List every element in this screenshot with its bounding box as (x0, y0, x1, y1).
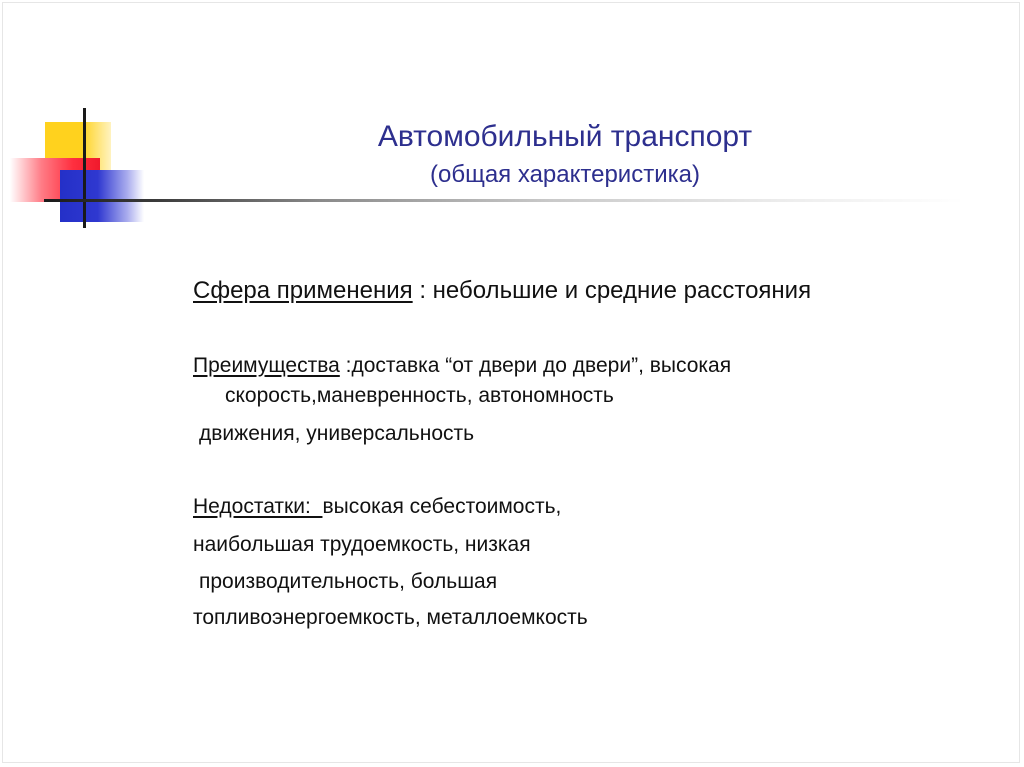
decor-vertical-line (83, 108, 86, 228)
decor-blue-square (60, 170, 144, 222)
disadvantages-line-2: наибольшая трудоемкость, низкая (193, 533, 531, 556)
advantages-label: Преимущества (193, 354, 340, 377)
sphere-text: : небольшие и средние расстояния (412, 277, 812, 304)
advantages-line-1 (193, 351, 731, 381)
advantages-line-3: движения, универсальность (199, 422, 475, 445)
disadvantages-line-4: топливоэнергоемкость, металлоемкость (193, 606, 588, 629)
sphere-line (193, 274, 811, 308)
disadvantages-line-1 (193, 492, 561, 522)
sphere-label: Сфера применения (193, 277, 413, 304)
disadvantages-label: Недостатки: (193, 495, 323, 518)
disadvantages-line-3: производительность, большая (199, 570, 498, 593)
advantages-line-2: скорость,маневренность, автономность (225, 384, 614, 407)
decor-horizontal-line (44, 199, 964, 202)
slide-subtitle: (общая характеристика) (430, 161, 700, 188)
slide-title: Автомобильный транспорт (377, 120, 753, 153)
advantages-text-1: :доставка “от двери до двери”, высокая (339, 354, 732, 377)
disadvantages-text-1: высокая себестоимость, (322, 495, 562, 518)
